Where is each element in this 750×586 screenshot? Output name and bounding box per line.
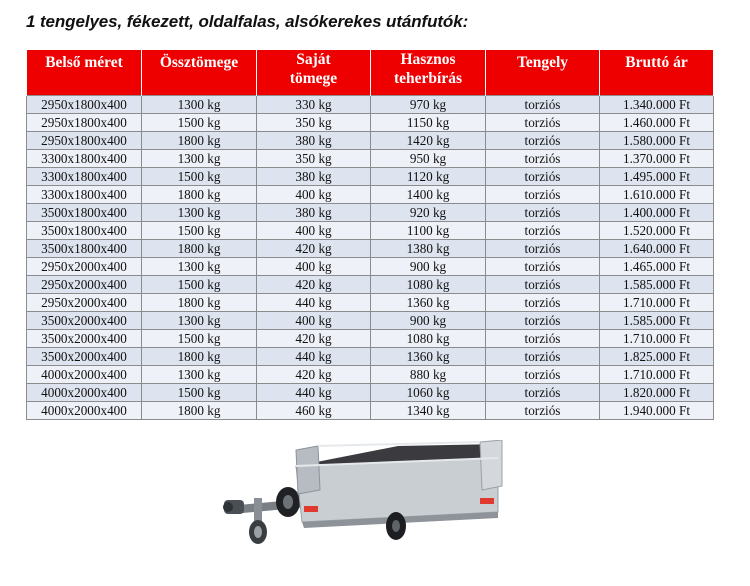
cell-gross-weight: 1800 kg bbox=[142, 402, 257, 420]
cell-inner-size: 4000x2000x400 bbox=[27, 384, 142, 402]
cell-gross-price: 1.465.000 Ft bbox=[600, 258, 714, 276]
cell-gross-weight: 1800 kg bbox=[142, 186, 257, 204]
cell-inner-size: 4000x2000x400 bbox=[27, 366, 142, 384]
table-body bbox=[27, 96, 714, 420]
table-row bbox=[27, 330, 714, 348]
cell-inner-size: 2950x1800x400 bbox=[27, 96, 142, 114]
header-axle: Tengely bbox=[486, 50, 600, 96]
cell-payload: 1420 kg bbox=[371, 132, 486, 150]
cell-inner-size: 3500x1800x400 bbox=[27, 204, 142, 222]
cell-own-weight: 380 kg bbox=[257, 168, 371, 186]
table-row bbox=[27, 96, 714, 114]
cell-own-weight: 400 kg bbox=[257, 258, 371, 276]
cell-own-weight: 350 kg bbox=[257, 150, 371, 168]
cell-own-weight: 460 kg bbox=[257, 402, 371, 420]
cell-gross-price: 1.495.000 Ft bbox=[600, 168, 714, 186]
cell-own-weight: 440 kg bbox=[257, 348, 371, 366]
cell-axle: torziós bbox=[486, 222, 600, 240]
table-row bbox=[27, 366, 714, 384]
cell-gross-weight: 1500 kg bbox=[142, 114, 257, 132]
header-gross-price: Bruttó ár bbox=[600, 50, 714, 96]
cell-gross-price: 1.710.000 Ft bbox=[600, 294, 714, 312]
cell-inner-size: 3300x1800x400 bbox=[27, 150, 142, 168]
cell-gross-weight: 1300 kg bbox=[142, 96, 257, 114]
cell-own-weight: 420 kg bbox=[257, 240, 371, 258]
table-row bbox=[27, 276, 714, 294]
cell-gross-price: 1.400.000 Ft bbox=[600, 204, 714, 222]
header-gross-weight: Össztömege bbox=[142, 50, 257, 96]
cell-gross-price: 1.940.000 Ft bbox=[600, 402, 714, 420]
cell-own-weight: 420 kg bbox=[257, 330, 371, 348]
table-row bbox=[27, 222, 714, 240]
table-row bbox=[27, 204, 714, 222]
cell-inner-size: 3500x2000x400 bbox=[27, 312, 142, 330]
cell-own-weight: 440 kg bbox=[257, 294, 371, 312]
cell-own-weight: 380 kg bbox=[257, 132, 371, 150]
cell-inner-size: 2950x2000x400 bbox=[27, 258, 142, 276]
cell-gross-price: 1.825.000 Ft bbox=[600, 348, 714, 366]
header-payload: Hasznos teherbírás bbox=[371, 50, 486, 96]
cell-gross-price: 1.710.000 Ft bbox=[600, 366, 714, 384]
cell-axle: torziós bbox=[486, 186, 600, 204]
cell-inner-size: 3300x1800x400 bbox=[27, 186, 142, 204]
cell-own-weight: 330 kg bbox=[257, 96, 371, 114]
cell-inner-size: 3300x1800x400 bbox=[27, 168, 142, 186]
cell-own-weight: 350 kg bbox=[257, 114, 371, 132]
table-row bbox=[27, 150, 714, 168]
table-row bbox=[27, 132, 714, 150]
cell-payload: 1400 kg bbox=[371, 186, 486, 204]
cell-gross-weight: 1500 kg bbox=[142, 276, 257, 294]
cell-payload: 1380 kg bbox=[371, 240, 486, 258]
cell-payload: 900 kg bbox=[371, 258, 486, 276]
cell-gross-weight: 1800 kg bbox=[142, 240, 257, 258]
cell-payload: 1080 kg bbox=[371, 330, 486, 348]
cell-own-weight: 400 kg bbox=[257, 222, 371, 240]
cell-payload: 1340 kg bbox=[371, 402, 486, 420]
cell-axle: torziós bbox=[486, 258, 600, 276]
cell-payload: 920 kg bbox=[371, 204, 486, 222]
table-row bbox=[27, 294, 714, 312]
cell-axle: torziós bbox=[486, 204, 600, 222]
cell-gross-price: 1.340.000 Ft bbox=[600, 96, 714, 114]
cell-own-weight: 380 kg bbox=[257, 204, 371, 222]
cell-payload: 1100 kg bbox=[371, 222, 486, 240]
cell-gross-weight: 1500 kg bbox=[142, 168, 257, 186]
cell-inner-size: 2950x2000x400 bbox=[27, 294, 142, 312]
cell-axle: torziós bbox=[486, 330, 600, 348]
cell-gross-weight: 1800 kg bbox=[142, 132, 257, 150]
cell-own-weight: 420 kg bbox=[257, 366, 371, 384]
cell-payload: 1060 kg bbox=[371, 384, 486, 402]
cell-payload: 1150 kg bbox=[371, 114, 486, 132]
cell-axle: torziós bbox=[486, 384, 600, 402]
cell-axle: torziós bbox=[486, 96, 600, 114]
cell-gross-price: 1.710.000 Ft bbox=[600, 330, 714, 348]
cell-inner-size: 3500x2000x400 bbox=[27, 330, 142, 348]
cell-inner-size: 2950x1800x400 bbox=[27, 114, 142, 132]
cell-inner-size: 4000x2000x400 bbox=[27, 402, 142, 420]
table-header-row bbox=[27, 50, 714, 96]
cell-own-weight: 420 kg bbox=[257, 276, 371, 294]
cell-payload: 950 kg bbox=[371, 150, 486, 168]
cell-axle: torziós bbox=[486, 276, 600, 294]
cell-axle: torziós bbox=[486, 132, 600, 150]
cell-gross-price: 1.370.000 Ft bbox=[600, 150, 714, 168]
cell-gross-price: 1.585.000 Ft bbox=[600, 276, 714, 294]
cell-payload: 880 kg bbox=[371, 366, 486, 384]
cell-payload: 900 kg bbox=[371, 312, 486, 330]
table-row bbox=[27, 168, 714, 186]
cell-gross-weight: 1500 kg bbox=[142, 222, 257, 240]
cell-inner-size: 3500x1800x400 bbox=[27, 240, 142, 258]
cell-gross-weight: 1300 kg bbox=[142, 312, 257, 330]
table-row bbox=[27, 402, 714, 420]
table-row bbox=[27, 258, 714, 276]
cell-inner-size: 3500x1800x400 bbox=[27, 222, 142, 240]
table-row bbox=[27, 114, 714, 132]
cell-inner-size: 3500x2000x400 bbox=[27, 348, 142, 366]
cell-payload: 1080 kg bbox=[371, 276, 486, 294]
cell-gross-weight: 1300 kg bbox=[142, 150, 257, 168]
header-inner-size: Belső méret bbox=[27, 50, 142, 96]
cell-gross-price: 1.610.000 Ft bbox=[600, 186, 714, 204]
cell-axle: torziós bbox=[486, 240, 600, 258]
page-heading: 1 tengelyes, fékezett, oldalfalas, alsókerekes utánfutók: bbox=[26, 12, 469, 31]
table-row bbox=[27, 240, 714, 258]
cell-gross-price: 1.585.000 Ft bbox=[600, 312, 714, 330]
cell-gross-price: 1.820.000 Ft bbox=[600, 384, 714, 402]
cell-own-weight: 400 kg bbox=[257, 312, 371, 330]
table-row bbox=[27, 312, 714, 330]
cell-inner-size: 2950x2000x400 bbox=[27, 276, 142, 294]
cell-own-weight: 400 kg bbox=[257, 186, 371, 204]
cell-axle: torziós bbox=[486, 114, 600, 132]
cell-gross-weight: 1300 kg bbox=[142, 204, 257, 222]
table-row bbox=[27, 348, 714, 366]
cell-gross-price: 1.580.000 Ft bbox=[600, 132, 714, 150]
cell-inner-size: 2950x1800x400 bbox=[27, 132, 142, 150]
trailer-image bbox=[218, 440, 508, 548]
header-own-weight: Saját tömege bbox=[257, 50, 371, 96]
cell-gross-weight: 1300 kg bbox=[142, 366, 257, 384]
cell-payload: 1360 kg bbox=[371, 294, 486, 312]
cell-payload: 1120 kg bbox=[371, 168, 486, 186]
table-row bbox=[27, 384, 714, 402]
table-row bbox=[27, 186, 714, 204]
cell-gross-price: 1.640.000 Ft bbox=[600, 240, 714, 258]
cell-gross-weight: 1500 kg bbox=[142, 384, 257, 402]
cell-payload: 970 kg bbox=[371, 96, 486, 114]
cell-gross-weight: 1500 kg bbox=[142, 330, 257, 348]
cell-own-weight: 440 kg bbox=[257, 384, 371, 402]
cell-payload: 1360 kg bbox=[371, 348, 486, 366]
price-table bbox=[26, 50, 714, 420]
cell-gross-weight: 1800 kg bbox=[142, 294, 257, 312]
cell-axle: torziós bbox=[486, 168, 600, 186]
cell-axle: torziós bbox=[486, 312, 600, 330]
cell-axle: torziós bbox=[486, 150, 600, 168]
cell-gross-weight: 1300 kg bbox=[142, 258, 257, 276]
cell-gross-price: 1.520.000 Ft bbox=[600, 222, 714, 240]
cell-axle: torziós bbox=[486, 348, 600, 366]
cell-gross-price: 1.460.000 Ft bbox=[600, 114, 714, 132]
cell-axle: torziós bbox=[486, 402, 600, 420]
cell-axle: torziós bbox=[486, 366, 600, 384]
cell-axle: torziós bbox=[486, 294, 600, 312]
cell-gross-weight: 1800 kg bbox=[142, 348, 257, 366]
